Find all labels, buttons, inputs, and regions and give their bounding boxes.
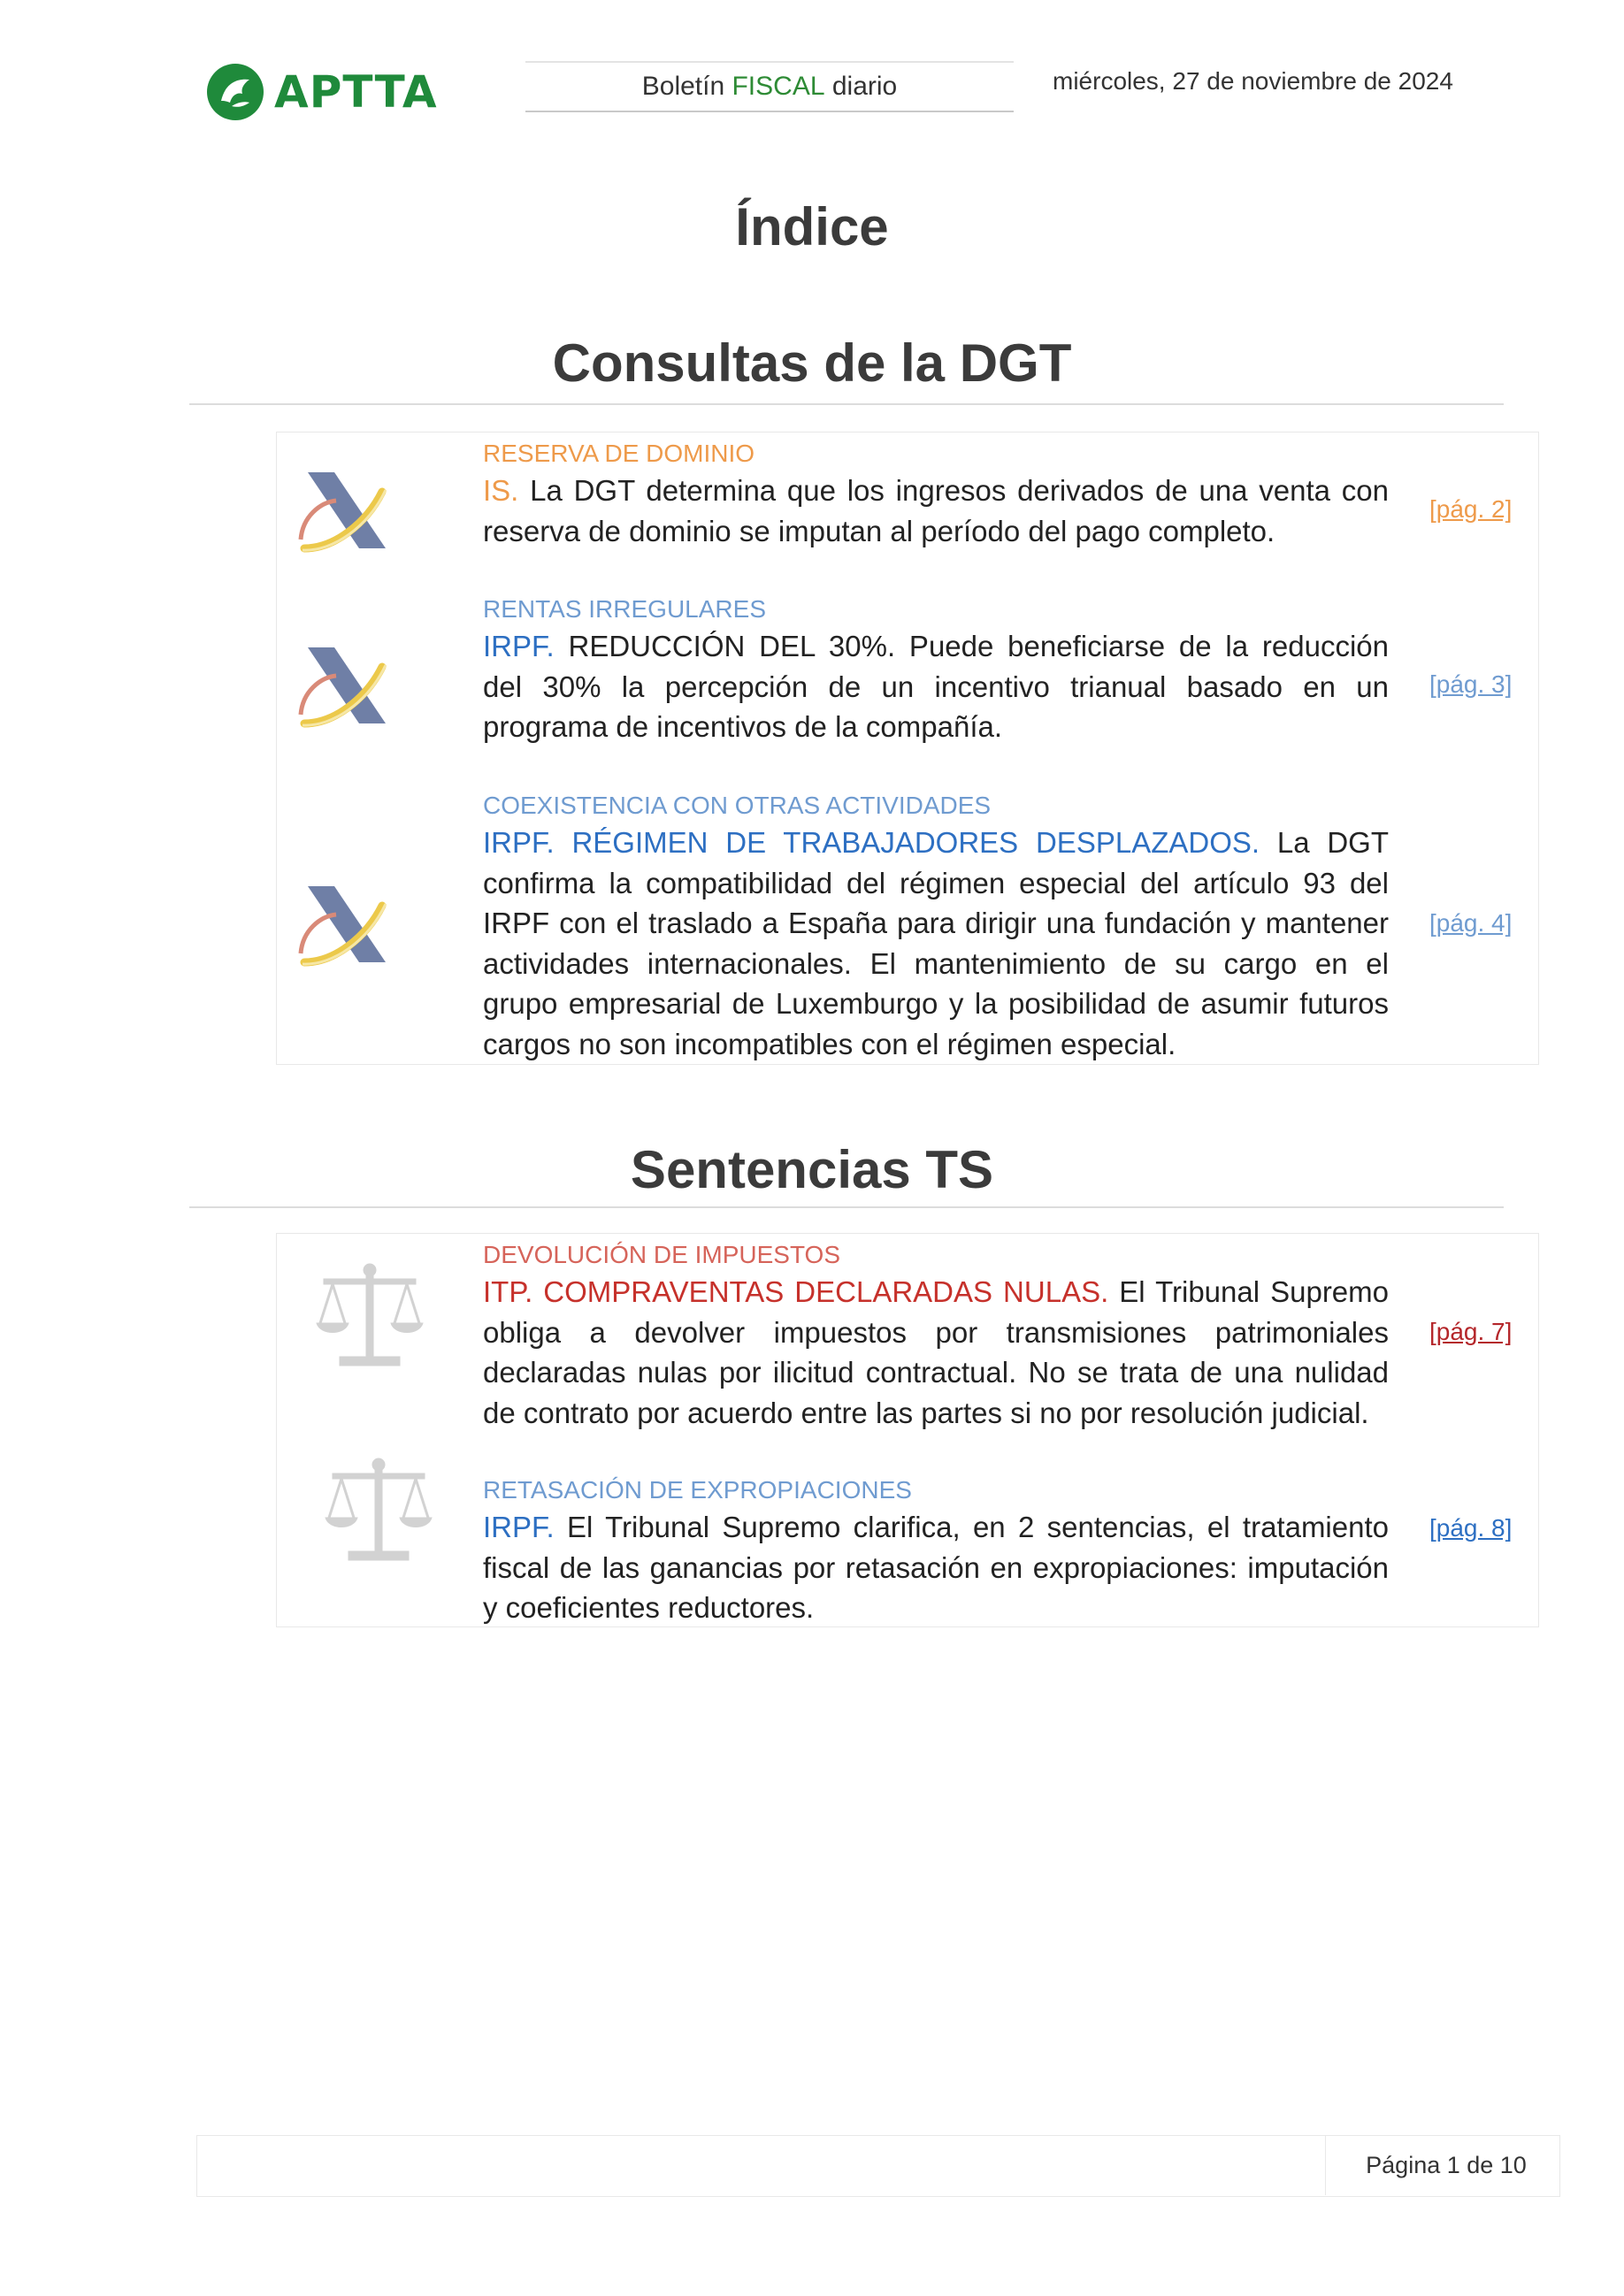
entry-category: RETASACIÓN DE EXPROPIACIONES — [483, 1476, 912, 1504]
aeat-icon — [294, 639, 391, 736]
bulletin-title-suffix: diario — [824, 72, 898, 101]
section-title-dgt: Consultas de la DGT — [552, 333, 1072, 393]
bulletin-title — [525, 61, 1014, 112]
entry-tax-prefix: IS. — [483, 474, 519, 507]
entry-category: DEVOLUCIÓN DE IMPUESTOS — [483, 1241, 841, 1268]
entry-description: El Tribunal Supremo obliga a devolver impuestos por transmisiones patrimoniales declaradas nulas por ilicitud contractual. No se trata de una nulidad de contrato por acuerdo entre las partes si no por resolución judicial. — [483, 1275, 1390, 1429]
bulletin-title-prefix: Boletín — [641, 72, 732, 101]
entry-description: REDUCCIÓN DEL 30%. Puede beneficiarse de la reducción del 30% la percepción de un incentivo trianual basado en un programa de incentivos de la compañía. — [483, 630, 1389, 743]
page-link-8[interactable]: [pág. 8] — [1429, 1514, 1513, 1542]
aptta-logo — [205, 58, 462, 126]
index-entry — [483, 1473, 1389, 1628]
entry-description: La DGT determina que los ingresos derivados de una venta con reserva de dominio se imputan al período del pago completo. — [483, 474, 1389, 547]
page-link-4[interactable]: [pág. 4] — [1429, 909, 1513, 937]
index-entry — [483, 1238, 1389, 1433]
entry-text — [483, 471, 1389, 551]
entry-tax-prefix: IRPF. — [483, 630, 555, 662]
section-divider — [189, 1206, 1504, 1208]
page-number: Página 1 de 10 — [1366, 2152, 1527, 2178]
entry-tax-prefix: IRPF. RÉGIMEN DE TRABAJADORES DESPLAZADOS. — [483, 826, 1260, 859]
entry-tax-prefix: ITP. COMPRAVENTAS DECLARADAS NULAS. — [483, 1275, 1109, 1308]
entry-description: La DGT confirma la compatibilidad del régimen especial del artículo 93 del IRPF con el traslado a España para dirigir una fundación y mantener actividades internacionales. El mantenimiento de su cargo en el grupo empresarial de Luxemburgo y la posibilidad de asumir futuros cargos no son incompatibles con el régimen especial. — [483, 826, 1390, 1060]
entry-category: RENTAS IRREGULARES — [483, 595, 766, 623]
bulletin-title-highlight: FISCAL — [732, 72, 825, 101]
aptta-logo-icon — [205, 62, 265, 122]
scale-icon — [310, 1256, 430, 1376]
aeat-icon — [294, 463, 391, 561]
entry-text — [483, 823, 1389, 1064]
bulletin-date: miércoles, 27 de noviembre de 2024 — [1053, 67, 1453, 95]
entry-text — [483, 626, 1389, 747]
entry-category: COEXISTENCIA CON OTRAS ACTIVIDADES — [483, 792, 992, 819]
index-entry — [483, 437, 1389, 551]
entry-description: El Tribunal Supremo clarifica, en 2 sentencias, el tratamiento fiscal de las ganancias por retasación en expropiaciones: imputación y coeficientes reductores. — [483, 1511, 1389, 1624]
index-entry — [483, 593, 1389, 747]
entry-category: RESERVA DE DOMINIO — [483, 440, 755, 467]
section-title-ts: Sentencias TS — [630, 1140, 994, 1199]
index-title: Índice — [735, 197, 889, 256]
page-link-2[interactable]: [pág. 2] — [1429, 495, 1513, 523]
entry-tax-prefix: IRPF. — [483, 1511, 555, 1543]
scale-icon — [318, 1450, 439, 1571]
section-divider — [189, 403, 1504, 405]
page-link-3[interactable]: [pág. 3] — [1429, 670, 1513, 698]
entry-text — [483, 1507, 1389, 1628]
logo-text: APTTA — [274, 66, 438, 118]
index-entry — [483, 789, 1389, 1064]
aeat-icon — [294, 877, 391, 975]
page-link-7[interactable]: [pág. 7] — [1429, 1318, 1513, 1345]
entry-text — [483, 1272, 1389, 1433]
footer-divider — [1325, 2135, 1326, 2195]
